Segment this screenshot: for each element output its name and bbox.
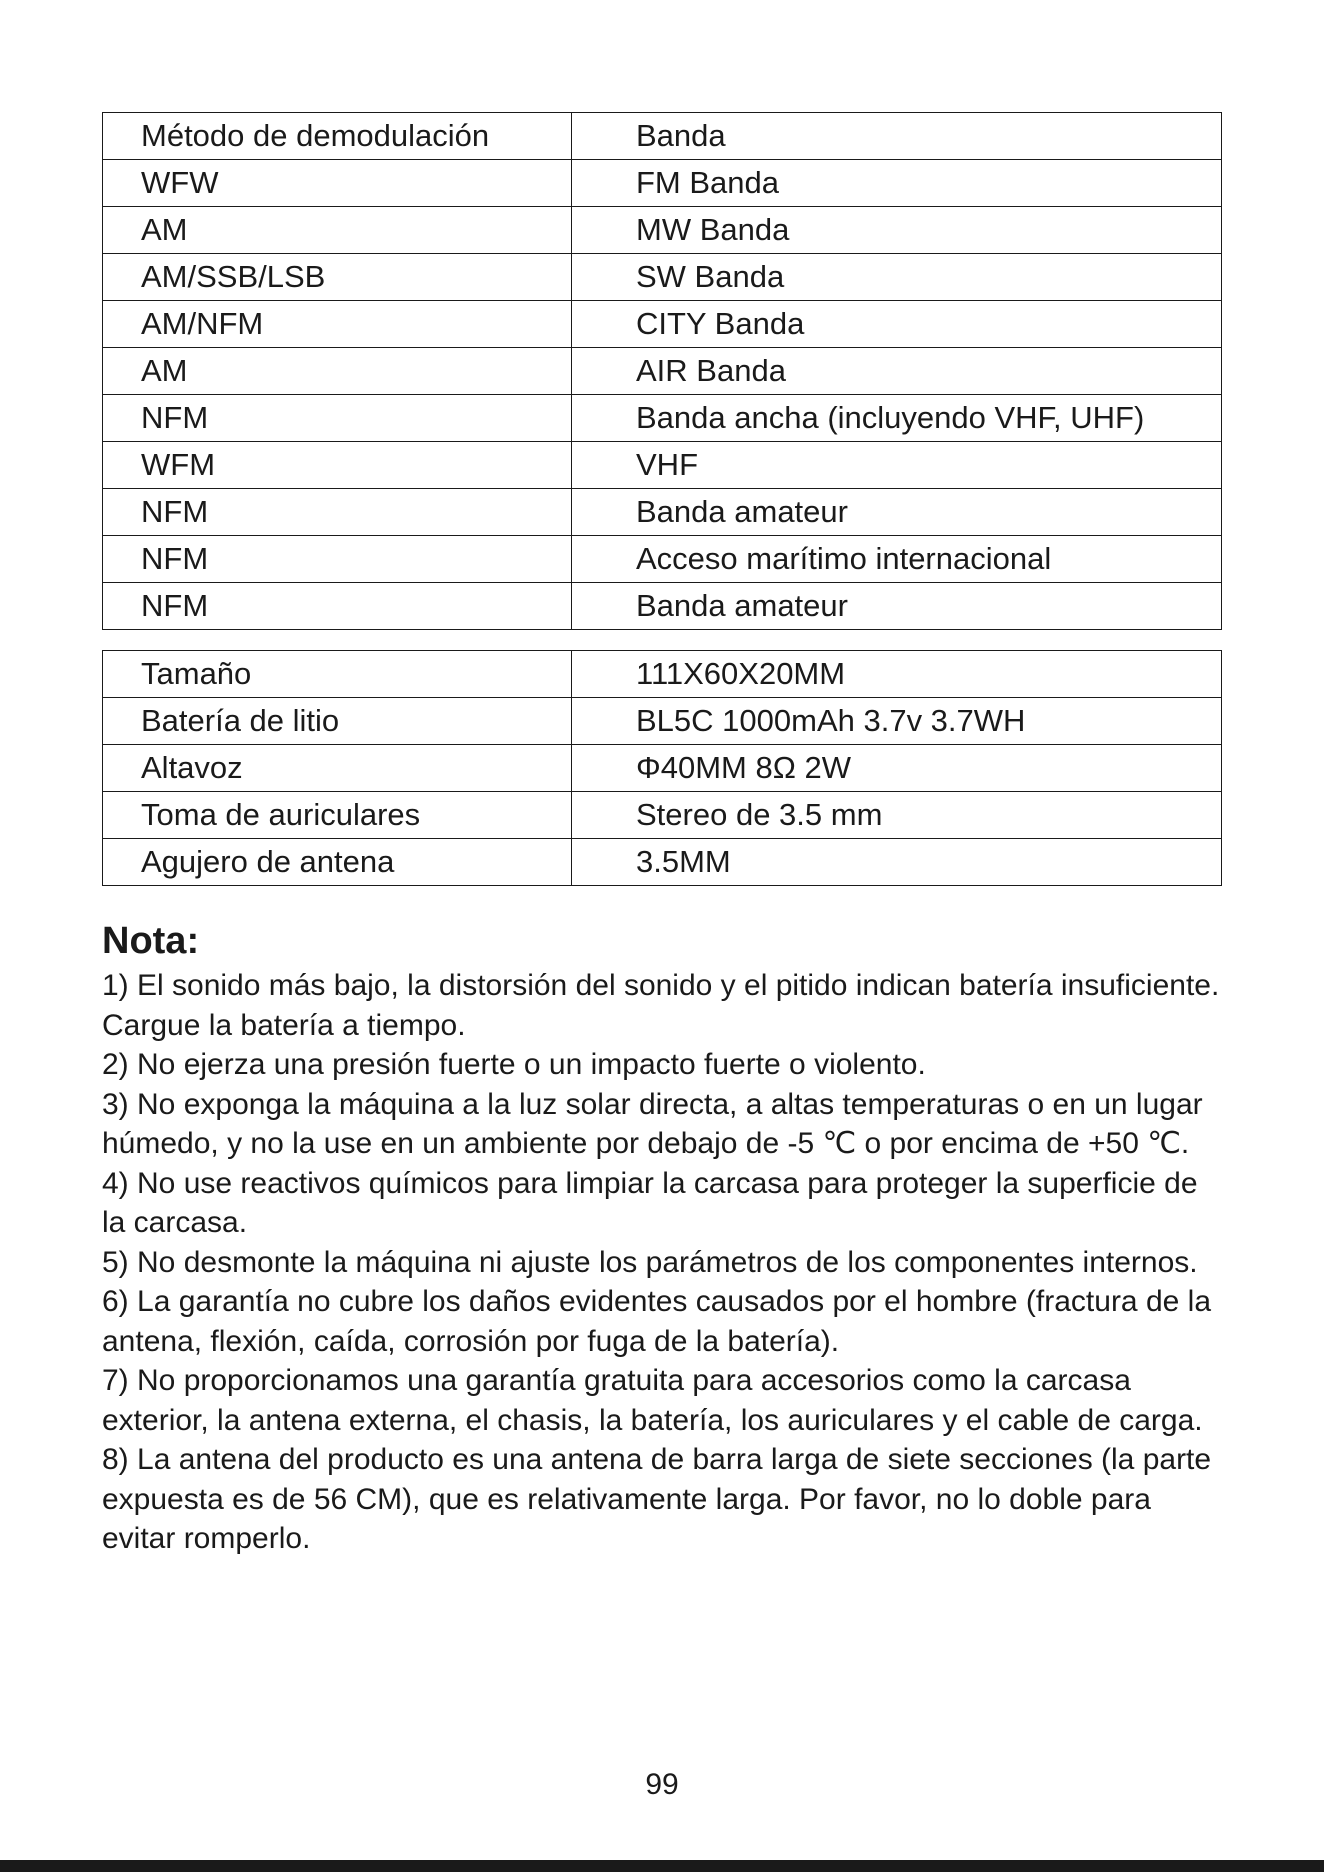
table-cell: FM Banda <box>572 160 1222 207</box>
table-cell: SW Banda <box>572 254 1222 301</box>
nota-heading: Nota: <box>102 920 200 962</box>
bands-table <box>102 112 1222 630</box>
specs-table <box>102 650 1222 886</box>
table-cell: BL5C 1000mAh 3.7v 3.7WH <box>572 698 1222 745</box>
table-row <box>103 489 1222 536</box>
table-row <box>103 207 1222 254</box>
table-cell: AM/NFM <box>103 301 572 348</box>
nota-item: 1) El sonido más bajo, la distorsión del sonido y el pitido indican batería insuficiente. Cargue la batería a tiempo. <box>102 969 1220 1042</box>
table-row <box>103 651 1222 698</box>
table-row <box>103 698 1222 745</box>
table-row <box>103 301 1222 348</box>
table-row <box>103 348 1222 395</box>
table-cell: AM <box>103 348 572 395</box>
table-row <box>103 254 1222 301</box>
table-row <box>103 839 1222 886</box>
table-cell: MW Banda <box>572 207 1222 254</box>
table-cell: WFW <box>103 160 572 207</box>
table-cell: Toma de auriculares <box>103 792 572 839</box>
table-cell: AM/SSB/LSB <box>103 254 572 301</box>
table-row <box>103 536 1222 583</box>
table-cell: Banda <box>572 113 1222 160</box>
table-row <box>103 395 1222 442</box>
manual-page <box>102 112 1222 1559</box>
table-cell: Φ40MM 8Ω 2W <box>572 745 1222 792</box>
table-cell: 3.5MM <box>572 839 1222 886</box>
table-cell: VHF <box>572 442 1222 489</box>
table-cell: CITY Banda <box>572 301 1222 348</box>
nota-item: 4) No use reactivos químicos para limpiar la carcasa para proteger la superficie de la carcasa. <box>102 1166 1198 1239</box>
table-row <box>103 792 1222 839</box>
table-cell: Banda amateur <box>572 583 1222 630</box>
table-cell: Altavoz <box>103 745 572 792</box>
nota-list <box>102 966 1222 1559</box>
bottom-edge-divider <box>0 1860 1324 1872</box>
nota-item: 3) No exponga la máquina a la luz solar directa, a altas temperaturas o en un lugar húmedo, y no la use en un ambiente por debajo de -5 ℃ o por encima de +50 ℃. <box>102 1087 1203 1160</box>
nota-item: 6) La garantía no cubre los daños evidentes causados por el hombre (fractura de la antena, flexión, caída, corrosión por fuga de la batería). <box>102 1285 1212 1358</box>
table-cell: NFM <box>103 536 572 583</box>
table-cell: Stereo de 3.5 mm <box>572 792 1222 839</box>
table-cell: Banda amateur <box>572 489 1222 536</box>
table-row <box>103 442 1222 489</box>
table-cell: NFM <box>103 489 572 536</box>
table-cell: Agujero de antena <box>103 839 572 886</box>
table-cell: 111X60X20MM <box>572 651 1222 698</box>
table-cell: AIR Banda <box>572 348 1222 395</box>
table-row <box>103 160 1222 207</box>
nota-item: 2) No ejerza una presión fuerte o un impacto fuerte o violento. <box>102 1048 926 1081</box>
table-cell: WFM <box>103 442 572 489</box>
table-cell: Acceso marítimo internacional <box>572 536 1222 583</box>
table-cell: NFM <box>103 583 572 630</box>
table-cell: Método de demodulación <box>103 113 572 160</box>
table-cell: Tamaño <box>103 651 572 698</box>
nota-item: 7) No proporcionamos una garantía gratuita para accesorios como la carcasa exterior, la antena externa, el chasis, la batería, los auriculares y el cable de carga. <box>102 1364 1203 1437</box>
nota-item: 8) La antena del producto es una antena de barra larga de siete secciones (la parte expuesta es de 56 CM), que es relativamente larga. Por favor, no lo doble para evitar romperlo. <box>102 1443 1212 1555</box>
table-cell: Banda ancha (incluyendo VHF, UHF) <box>572 395 1222 442</box>
table-row <box>103 113 1222 160</box>
table-row <box>103 745 1222 792</box>
table-row <box>103 583 1222 630</box>
table-cell: Batería de litio <box>103 698 572 745</box>
page-number: 99 <box>645 1768 679 1801</box>
nota-item: 5) No desmonte la máquina ni ajuste los parámetros de los componentes internos. <box>102 1245 1198 1279</box>
table-cell: NFM <box>103 395 572 442</box>
table-cell: AM <box>103 207 572 254</box>
